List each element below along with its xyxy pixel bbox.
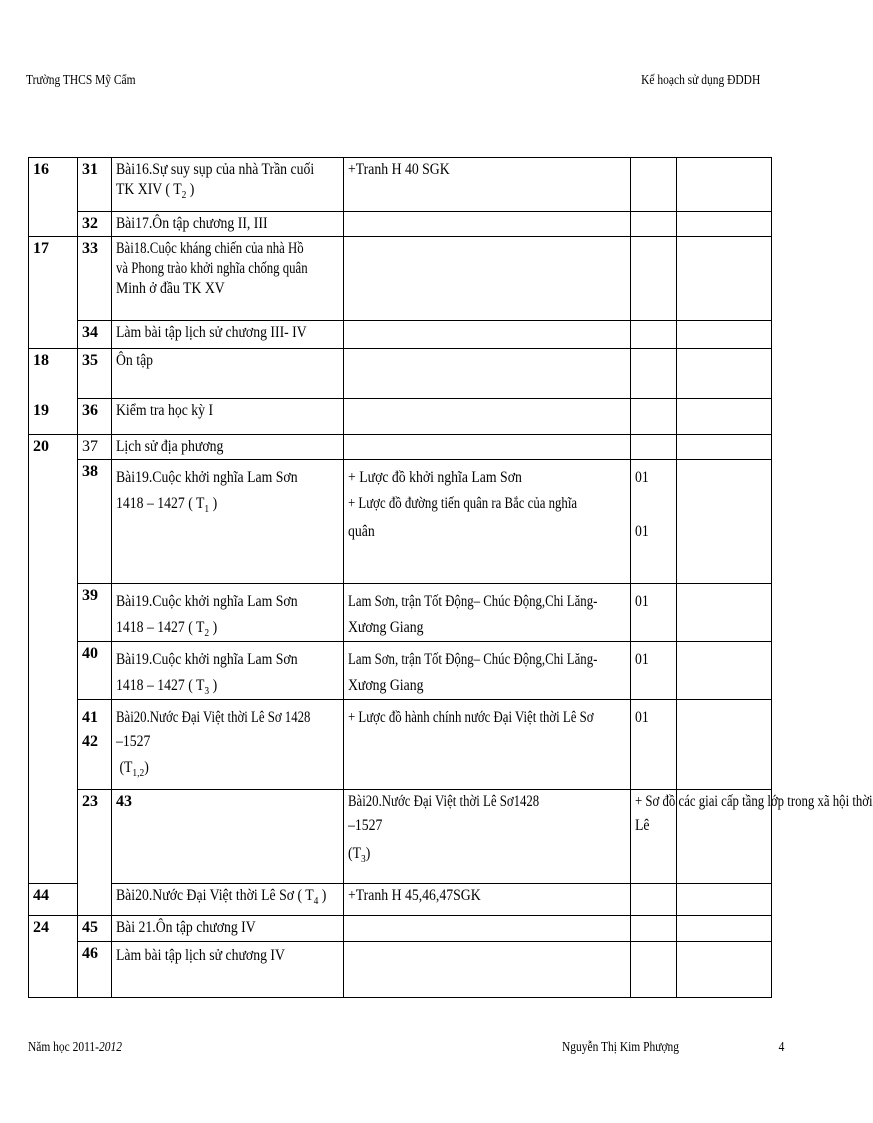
lesson-number: 38 <box>78 460 112 584</box>
week-cell: 18 19 <box>29 349 78 435</box>
lesson-content: Bài16.Sự suy sụp của nhà Trần cuối TK XIV ( $T_2$ ) <box>112 158 344 212</box>
lesson-number: 33 <box>78 237 112 321</box>
table-row <box>29 790 772 884</box>
lesson-number: 35 <box>78 349 112 399</box>
equipment <box>344 237 631 321</box>
equipment <box>344 212 631 237</box>
quantity <box>631 435 677 460</box>
equipment: +Tranh H 40 SGK <box>344 158 631 212</box>
notes <box>677 237 772 321</box>
table-row <box>29 349 772 399</box>
lesson-content: Bài20.Nước Đại Việt thời Lê Sơ ( $T_4$ ) <box>112 884 344 916</box>
lesson-content: Ôn tập <box>112 349 344 399</box>
notes <box>677 584 772 642</box>
quantity: 01 01 <box>631 460 677 584</box>
week-cell: 20 <box>29 435 78 884</box>
equipment: Lam Sơn, trận Tốt Động– Chúc Động,Chi Lăng- Xương Giang <box>344 584 631 642</box>
lesson-number: 32 <box>78 212 112 237</box>
notes <box>677 460 772 584</box>
equipment <box>344 349 631 399</box>
quantity: 01 <box>631 642 677 700</box>
quantity <box>631 399 677 435</box>
lesson-number: 44 <box>29 884 78 916</box>
lesson-number: 31 <box>78 158 112 212</box>
lesson-content: Làm bài tập lịch sử chương IV <box>112 942 344 998</box>
lesson-number: 34 <box>78 321 112 349</box>
quantity <box>631 349 677 399</box>
lesson-content: Bài19.Cuộc khởi nghĩa Lam Sơn 1418 – 1427 ( $T_1$ ) <box>112 460 344 584</box>
quantity: 01 <box>631 700 677 790</box>
lesson-content: Bài 21.Ôn tập chương IV <box>112 916 344 942</box>
equipment <box>344 942 631 998</box>
table-row <box>29 435 772 460</box>
table-row <box>29 460 772 584</box>
notes <box>677 884 772 916</box>
week-cell: 16 <box>29 158 78 237</box>
quantity <box>631 916 677 942</box>
equipment <box>344 399 631 435</box>
lesson-content-line: TK XIV ( $T_2$ ) <box>116 181 195 202</box>
lesson-content: Bài18.Cuộc kháng chiến của nhà Hồ và Phong trào khởi nghĩa chống quân Minh ở đầu TK XV <box>112 237 344 321</box>
table-row <box>29 584 772 642</box>
lesson-content: Kiểm tra học kỳ I <box>112 399 344 435</box>
school-year: Năm học 2011-2012 <box>28 1040 122 1055</box>
equipment: +Tranh H 45,46,47SGK <box>344 884 631 916</box>
lesson-number: 40 <box>78 642 112 700</box>
lesson-number: 46 <box>78 942 112 998</box>
lesson-number: 45 <box>78 916 112 942</box>
table-row <box>29 212 772 237</box>
equipment <box>344 321 631 349</box>
week-cell: 23 <box>78 790 112 916</box>
equipment: + Lược đồ khởi nghĩa Lam Sơn + Lược đồ đường tiến quân ra Bắc của nghĩa quân <box>344 460 631 584</box>
lesson-content: Bài19.Cuộc khởi nghĩa Lam Sơn 1418 – 1427 ( $T_2$ ) <box>112 584 344 642</box>
quantity <box>631 942 677 998</box>
lesson-content: Bài20.Nước Đại Việt thời Lê Sơ1428 –1527 $(T_3)$ <box>344 790 631 884</box>
notes <box>677 321 772 349</box>
table-row <box>29 884 772 916</box>
table-row <box>29 237 772 321</box>
table-row <box>29 942 772 998</box>
quantity <box>631 158 677 212</box>
quantity <box>631 884 677 916</box>
notes <box>677 916 772 942</box>
notes <box>677 942 772 998</box>
lesson-content: Bài20.Nước Đại Việt thời Lê Sơ 1428 –1527 $(T_{1,2})$ <box>112 700 344 790</box>
notes <box>677 349 772 399</box>
school-name: Trường THCS Mỹ Cẩm <box>26 73 136 88</box>
table-row <box>29 158 772 212</box>
lesson-content: Bài19.Cuộc khởi nghĩa Lam Sơn 1418 – 1427 ( $T_3$ ) <box>112 642 344 700</box>
week-cell: 24 <box>29 916 78 998</box>
table-row <box>29 399 772 435</box>
equipment: + Sơ đồ các giai cấp tầng lớp trong xã hội thời Lê <box>631 790 677 884</box>
page-number: 4 <box>778 1040 785 1055</box>
table-row <box>29 642 772 700</box>
plan-title: Kế hoạch sử dụng ĐDDH <box>640 73 760 88</box>
notes <box>677 435 772 460</box>
equipment <box>344 435 631 460</box>
lesson-content: Làm bài tập lịch sử chương III- IV <box>112 321 344 349</box>
notes <box>677 642 772 700</box>
equipment: + Lược đồ hành chính nước Đại Việt thời Lê Sơ <box>344 700 631 790</box>
lesson-number: 41 42 <box>78 700 112 790</box>
quantity: 01 <box>631 584 677 642</box>
lesson-content: Lịch sử địa phương <box>112 435 344 460</box>
lesson-number: 37 <box>78 435 112 460</box>
quantity <box>631 321 677 349</box>
notes <box>677 700 772 790</box>
notes <box>677 212 772 237</box>
author-name: Nguyễn Thị Kim Phượng <box>562 1040 680 1055</box>
lesson-number: 43 <box>112 790 344 884</box>
quantity <box>631 212 677 237</box>
notes <box>677 158 772 212</box>
lesson-content: Bài17.Ôn tập chương II, III <box>112 212 344 237</box>
week-cell: 17 <box>29 237 78 349</box>
notes <box>677 399 772 435</box>
table-row <box>29 916 772 942</box>
equipment: Lam Sơn, trận Tốt Động– Chúc Động,Chi Lăng- Xương Giang <box>344 642 631 700</box>
table-row <box>29 700 772 790</box>
quantity <box>631 237 677 321</box>
lesson-number: 36 <box>78 399 112 435</box>
equipment <box>344 916 631 942</box>
lesson-plan-table <box>28 157 873 998</box>
lesson-number: 39 <box>78 584 112 642</box>
table-row <box>29 321 772 349</box>
